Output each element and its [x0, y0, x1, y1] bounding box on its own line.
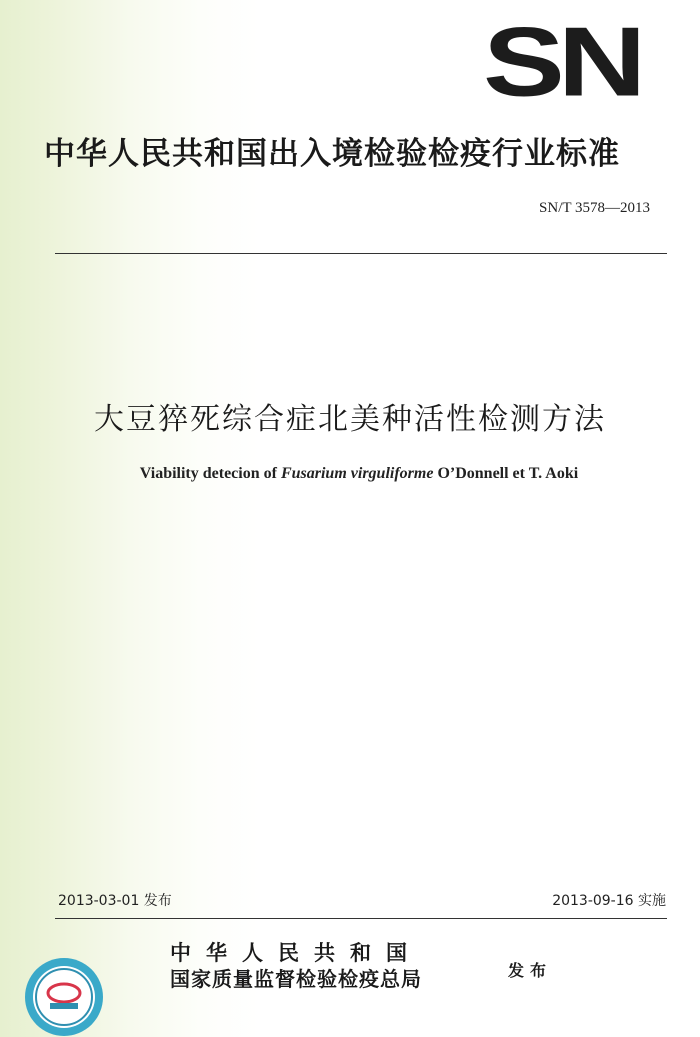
- publisher-block: [170, 940, 422, 992]
- sn-logo: SN: [483, 6, 640, 118]
- english-title: [0, 465, 700, 483]
- bottom-divider: [55, 918, 667, 919]
- organization-title: 中华人民共和国出入境检验检疫行业标准: [44, 136, 620, 172]
- publisher-agency: 国家质量监督检验检疫总局: [170, 967, 422, 991]
- publisher-country: 中华人民共和国: [170, 940, 422, 965]
- implementation-date: 2013-09-16 实施: [552, 893, 666, 909]
- english-title-suffix: O’Donnell et T. Aoki: [433, 465, 579, 482]
- top-divider: [55, 253, 667, 254]
- english-title-genus: Fusarium virguliforme: [280, 465, 434, 482]
- seal-emblem-base: [50, 1003, 78, 1009]
- chinese-title: 大豆猝死综合症北美种活性检测方法: [94, 402, 606, 437]
- standard-number: SN/T 3578—2013: [539, 200, 650, 216]
- publish-label: 发布: [508, 961, 553, 980]
- seal-emblem-icon: [24, 957, 104, 1037]
- seal-inner-field: [33, 966, 95, 1028]
- english-title-prefix: Viability detecion of: [139, 465, 281, 482]
- issue-date: 2013-03-01 发布: [58, 893, 172, 909]
